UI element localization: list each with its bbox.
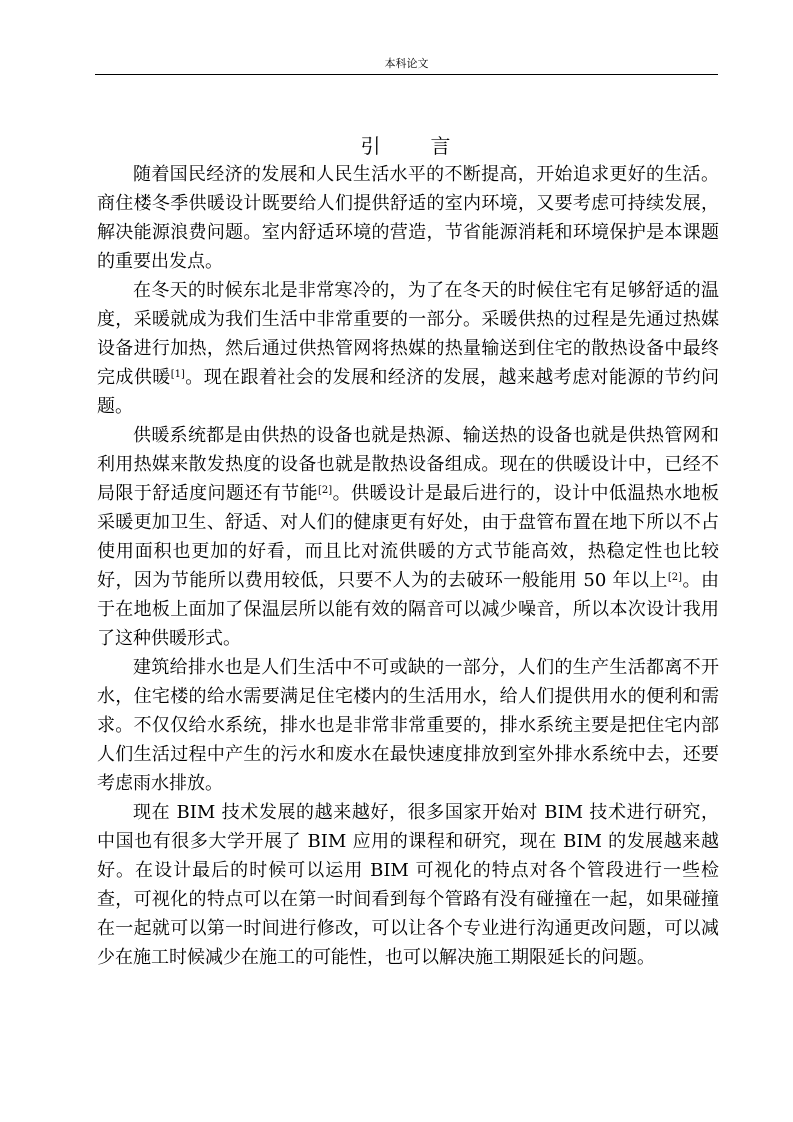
paragraph-text: 随着国民经济的发展和人民生活水平的不断提高，开始追求更好的生活。商住楼冬季供暖设计既要给人们提供舒适的室内环境，又要考虑可持续发展，解决能源浪费问题。室内舒适环境的营造，节省能源消耗和环境保护是本课题的重要出发点。	[97, 164, 719, 272]
running-header: 本科论文	[384, 57, 429, 70]
header-rule	[95, 74, 718, 75]
paragraph	[97, 798, 719, 972]
paragraph	[97, 653, 719, 798]
paragraph-text: 。供暖设计是最后进行的，设计中低温热水地板采暖更加卫生、舒适、对人们的健康更有好处，由于盘管布置在地下所以不占使用面积也更加的好看，而且比对流供暖的方式节能高效，热稳定性也比较好，因为节能所以费用较低，只要不人为的去破环一般能用 50 年以上	[97, 483, 720, 591]
paragraph-text: 供暖系统都是由供热的设备也就是热源、输送热的设备也就是供热管网和利用热媒来散发热度的设备也就是散热设备组成。现在的供暖设计中，已经不局限于舒适度问题还有节能	[97, 425, 719, 504]
citation-reference: [1]	[170, 369, 185, 380]
body-text	[97, 160, 719, 972]
paragraph-text: 。由于在地板上面加了保温层所以能有效的隔音可以减少噪音，所以本次设计我用了这种供暖形式。	[97, 570, 719, 649]
paragraph-text: 建筑给排水也是人们生活中不可或缺的一部分，人们的生产生活都离不开水，住宅楼的给水需要满足住宅楼内的生活用水，给人们提供用水的便利和需求。不仅仅给水系统，排水也是非常非常重要的，排水系统主要是把住宅内部人们生活过程中产生的污水和废水在最快速度排放到室外排水系统中去，还要考虑雨水排放。	[97, 657, 719, 794]
paragraph-text: 。现在跟着社会的发展和经济的发展，越来越考虑对能源的节约问题。	[97, 367, 720, 417]
section-title-char-1: 引	[360, 134, 383, 158]
citation-reference: [2]	[318, 485, 333, 496]
section-title	[95, 130, 718, 159]
paragraph-text: 在冬天的时候东北是非常寒冷的，为了在冬天的时候住宅有足够舒适的温度，采暖就成为我们生活中非常重要的一部分。采暖供热的过程是先通过热媒设备进行加热，然后通过供热管网将热媒的热量输送到住宅的散热设备中最终完成供暖	[97, 280, 719, 388]
section-title-char-2: 言	[430, 134, 453, 158]
paragraph	[97, 276, 719, 421]
paragraph-text: 现在 BIM 技术发展的越来越好，很多国家开始对 BIM 技术进行研究，中国也有很多大学开展了 BIM 应用的课程和研究，现在 BIM 的发展越来越好。在设计最后的时候可以运用 BIM 可视化的特点对各个管段进行一些检查，可视化的特点可以在第一时间看到每个管路有没有碰撞在一起，如果碰撞在一起就可以第一时间进行修改，可以让各个专业进行沟通更改问题，可以减少在施工时候减少在施工的可能性，也可以解决施工期限延长的问题。	[97, 802, 719, 968]
paragraph	[97, 160, 719, 276]
citation-reference: [2]	[667, 572, 683, 583]
paragraph	[97, 421, 719, 653]
